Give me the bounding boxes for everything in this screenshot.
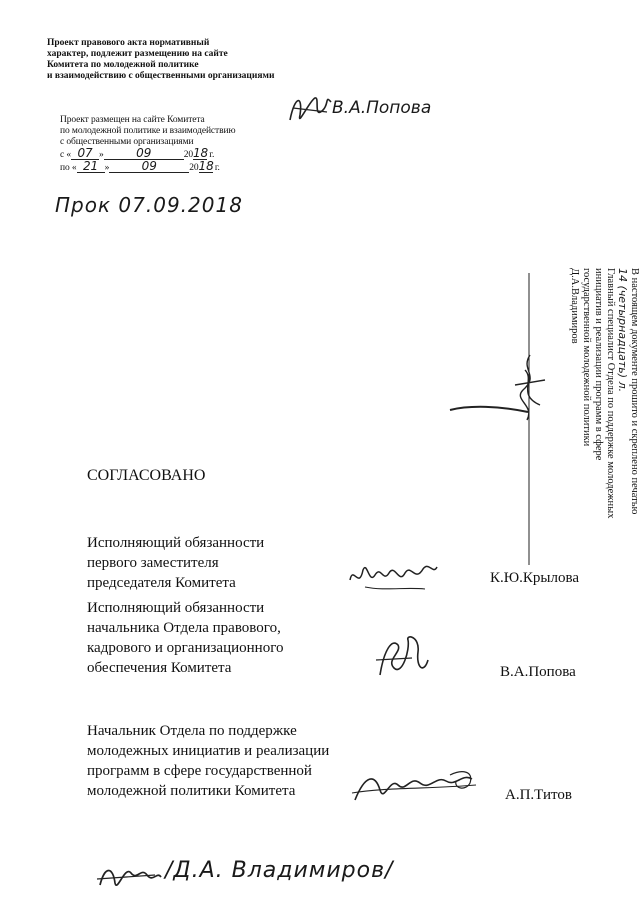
to-year: 18 <box>198 159 214 173</box>
footer-signature-scribble <box>95 855 165 895</box>
signatory-position: Исполняющий обязанности первого заместителя председателя Комитета <box>87 535 265 591</box>
stamp-line: инициатив и реализации программ в сфере <box>593 268 604 461</box>
signature-scribble <box>350 765 480 810</box>
signature-scribble <box>372 630 432 685</box>
header-note-line: Проект правового акта нормативный <box>47 38 210 48</box>
publication-note-line: по молодежной политике и взаимодействию <box>60 126 236 136</box>
publication-note-line: с общественными организациями <box>60 137 194 147</box>
signatory-name: А.П.Титов <box>505 787 572 803</box>
header-signature-scribble <box>285 90 335 130</box>
publication-note-line: Проект размещен на сайте Комитета <box>60 115 205 125</box>
stamp-line: Д.А.Владимиров <box>569 268 580 344</box>
stamp-line: Главный специалист Отдела по поддержке молодежных <box>605 268 616 519</box>
header-note <box>47 38 307 82</box>
signatory-name: В.А.Попова <box>500 664 576 680</box>
signatory-position: Начальник Отдела по поддержке молодежных инициатив и реализации программ в сфере государственной молодежной политики Комитета <box>87 723 330 799</box>
signatory-position: Исполняющий обязанности начальника Отдела правового, кадрового и организационного обеспечения Комитета <box>87 600 284 676</box>
publication-note <box>60 115 280 174</box>
from-month: 09 <box>104 148 184 160</box>
stamp-tail-line <box>450 400 530 420</box>
header-note-line: Комитета по молодежной политике <box>47 60 199 70</box>
handwritten-note: Прок 07.09.2018 <box>55 193 243 217</box>
from-day: 07 <box>71 148 99 160</box>
to-month: 09 <box>109 161 189 173</box>
header-note-line: и взаимодействию с общественными организациями <box>47 71 275 81</box>
publication-date-from: с « 07 » 09 2018 г. <box>60 146 215 160</box>
signature-scribble <box>345 555 440 595</box>
to-day: 21 <box>77 161 105 173</box>
approval-heading: СОГЛАСОВАНО <box>87 467 206 484</box>
stamp-line: государственной молодежной политики <box>581 268 592 447</box>
header-note-line: характер, подлежит размещению на сайте <box>47 49 228 59</box>
stamp-count: 14 (четырнадцать) л. <box>616 268 629 393</box>
signatory-name: К.Ю.Крылова <box>490 570 580 586</box>
from-year: 18 <box>193 146 209 160</box>
header-signature-name: В.А.Попова <box>332 98 432 118</box>
footer-handwritten-name: /Д.А. Владимиров/ <box>165 858 394 883</box>
publication-date-to: по « 21 » 09 2018 г. <box>60 159 220 173</box>
stamp-line: В настоящем документе прошито и скреплено печатью <box>629 268 640 515</box>
